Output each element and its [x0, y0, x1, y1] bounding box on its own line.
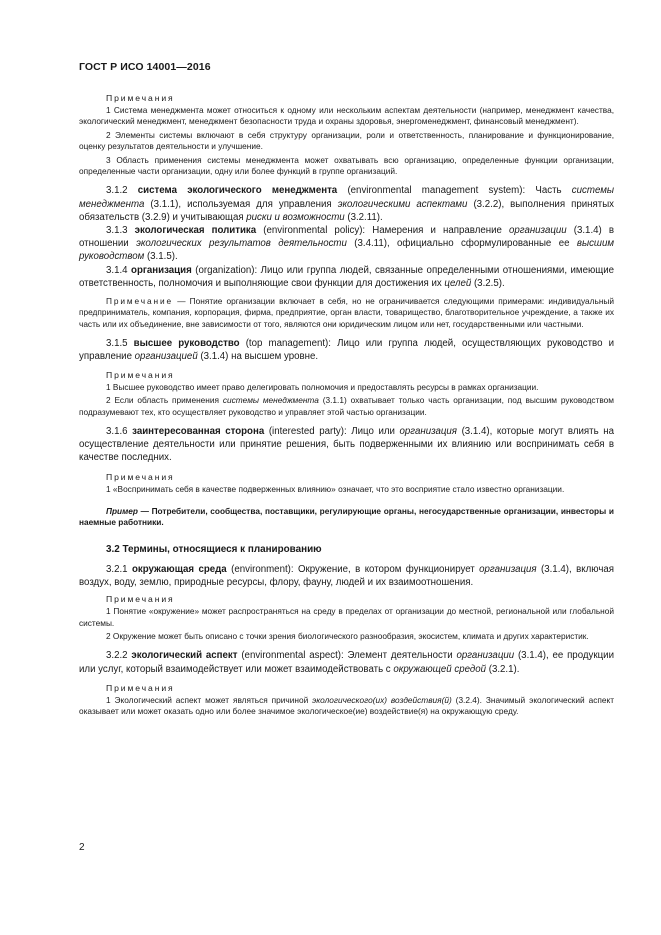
term-name: высшее руководство	[133, 338, 240, 350]
notes-heading: Примечания	[106, 471, 175, 482]
term-name: система экологического менеджмента	[137, 185, 338, 197]
notes-heading: Примечания	[106, 369, 175, 380]
term-name: организация	[131, 264, 192, 276]
term-3-1-4: 3.1.4 организация (organization): Лицо или группа людей, связанные определенными отношениями, имеющие ответственность, полномочия и выполняющие свои функции для достижения их целей (3.2.5).	[79, 264, 614, 289]
term-name: экологическая политика	[134, 225, 257, 237]
note: 2 Если область применения системы менеджмента (3.1.1) охватывает только часть организации, под высшим руководством подразумевают тех, кто осуществляет руководство и управляет этой частью организации.	[79, 395, 614, 417]
note: 1 Высшее руководство имеет право делегировать полномочия и предоставлять ресурсы в рамках организации.	[106, 381, 539, 392]
term-3-2-2: 3.2.2 экологический аспект (environmental aspect): Элемент деятельности организации (3.1.4), ее продукции или услуг, который взаимодействует или может взаимодействовать с окружающей средой (3.2.1).	[79, 650, 614, 675]
term-3-1-2: 3.1.2 система экологического менеджмента (environmental management system): Часть системы менеджмента (3.1.1), используемая для управления экологическими аспектами (3.2.2), выполнения принятых обязательств (3.2.9) и учитывающая риски и возможности (3.2.11).	[79, 185, 615, 223]
term-3-1-3: 3.1.3 экологическая политика (environmental policy): Намерения и направление организации (3.1.4) в отношении экологических результатов деятельности (3.4.11), официально сформулированные ее высшим руководством (3.1.5).	[79, 225, 614, 263]
note: 1 Система менеджмента может относиться к одному или нескольким аспектам деятельности (например, менеджмент качества, экологический менеджмент, менеджмент безопасности труда и охраны здоровья, энергоменеджмент, финансовый менеджмент).	[79, 105, 614, 127]
term-3-1-5: 3.1.5 высшее руководство (top management): Лицо или группа людей, осуществляющих руководство и управление организацией (3.1.4) на высшем уровне.	[79, 338, 614, 363]
term-name: окружающая среда	[131, 563, 227, 575]
page-number: 2	[79, 842, 85, 853]
document-header: ГОСТ Р ИСО 14001—2016	[79, 61, 211, 73]
term-3-2-1: 3.2.1 окружающая среда (environment): Окружение, в котором функционирует организация (3.1.4), включая воздух, воду, землю, природные ресурсы, флору, фауну, людей и их взаимоотношения.	[79, 563, 614, 588]
term-name: экологический аспект	[131, 650, 238, 662]
notes-heading: Примечания	[106, 594, 175, 605]
notes-heading: Примечания	[106, 682, 175, 693]
note: 2 Элементы системы включают в себя структуру организации, роли и ответственность, планирование и функционирование, оценку результатов деятельности и улучшение.	[79, 129, 614, 152]
term-name: заинтересованная сторона	[132, 425, 265, 437]
note: 1 Понятие «окружение» может распространяться на среду в пределах от организации до местной, региональной или глобальной системы.	[79, 606, 614, 628]
note: 1 Экологический аспект может являться причиной экологического(их) воздействия(й) (3.2.4). Значимый экологический аспект оказывает или может оказать одно или более значимое экологическое(ие) воздействие(я) на окружающую среду.	[79, 694, 615, 717]
notes-heading: Примечания	[106, 93, 175, 103]
note: 1 «Воспринимать себя в качестве подверженных влиянию» означает, что это восприятие стало известно организации.	[106, 483, 565, 494]
term-3-1-6: 3.1.6 заинтересованная сторона (interested party): Лицо или организация (3.1.4), которые могут влиять на осуществление деятельности или принятие решения, быть подверженными их влиянию или воспринимать себя в качестве последних.	[79, 425, 614, 464]
example: Пример — Потребители, сообщества, поставщики, регулирующие органы, негосударственные организации, инвесторы и наемные работники.	[79, 505, 614, 528]
document-body	[79, 92, 614, 720]
note: 2 Окружение может быть описано с точки зрения биологического разнообразия, экосистем, климата и других характеристик.	[106, 630, 589, 641]
note: Примечание — Понятие организации включает в себя, но не ограничивается следующими примерами: индивидуальный предприниматель, компания, корпорация, фирма, предприятие, орган власти, товарищество, благотворительное учреждение, а также их часть или их объединение, вне зависимости от того, являются они юридическим лицом или нет, государственными или частными.	[79, 296, 614, 329]
section-heading: 3.2 Термины, относящиеся к планированию	[106, 543, 322, 555]
note: 3 Область применения системы менеджмента может охватывать всю организацию, определенные функции организации, определенные части организации, одну или более функций в группе организаций.	[79, 154, 614, 177]
